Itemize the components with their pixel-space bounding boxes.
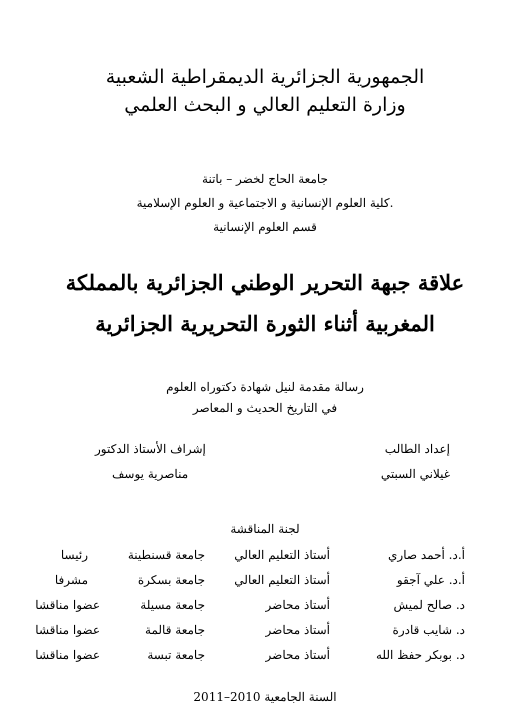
member-name: أ.د. علي آجقو — [396, 573, 465, 587]
member-name: د. شايب قادرة — [392, 623, 465, 637]
member-name: د. صالح لميش — [393, 598, 465, 612]
member-name: د. بوبكر حفظ الله — [375, 648, 465, 662]
member-role: عضوا مناقشا — [35, 598, 100, 612]
member-university: جامعة مسيلة — [140, 598, 205, 612]
student-label: إعداد الطالب — [384, 442, 450, 456]
member-name: أ.د. أحمد صاري — [388, 548, 465, 562]
member-rank: أستاذ التعليم العالي — [234, 573, 330, 587]
supervisor-label: إشراف الأستاذ الدكتور — [95, 442, 206, 456]
member-rank: أستاذ التعليم العالي — [234, 548, 330, 562]
thesis-purpose-line-2: في التاريخ الحديث و المعاصر — [192, 401, 338, 415]
academic-year: السنة الجامعية 2010–2011 — [193, 690, 337, 704]
ministry-name: وزارة التعليم العالي و البحث العلمي — [124, 94, 406, 116]
faculty-name: .كلية العلوم الإنسانية و الاجتماعية و العلوم الإسلامية — [136, 196, 394, 210]
republic-name: الجمهورية الجزائرية الديمقراطية الشعبية — [105, 66, 425, 88]
member-rank: أستاذ محاضر — [265, 623, 330, 637]
member-role: عضوا مناقشا — [35, 648, 100, 662]
member-university: جامعة بسكرة — [137, 573, 205, 587]
thesis-title-line-1: علاقة جبهة التحرير الوطني الجزائرية بالمملكة — [65, 270, 465, 295]
committee-title: لجنة المناقشة — [230, 522, 300, 536]
university-name: جامعة الحاج لخضر – باتنة — [202, 172, 328, 186]
member-rank: أستاذ محاضر — [265, 648, 330, 662]
supervisor-name: مناصرية يوسف — [112, 467, 189, 481]
department-name: قسم العلوم الإنسانية — [213, 220, 317, 234]
member-role: مشرفا — [54, 573, 88, 587]
member-role: رئيسا — [60, 548, 88, 562]
member-university: جامعة قالمة — [145, 623, 205, 637]
thesis-purpose-line-1: رسالة مقدمة لنيل شهادة دكتوراه العلوم — [166, 380, 364, 394]
student-name: غيلاني السبتي — [380, 467, 450, 481]
member-university: جامعة قسنطينة — [127, 548, 205, 562]
thesis-title-line-2: المغربية أثناء الثورة التحريرية الجزائرية — [95, 311, 435, 336]
member-role: عضوا مناقشا — [35, 623, 100, 637]
member-university: جامعة تبسة — [147, 648, 205, 662]
member-rank: أستاذ محاضر — [265, 598, 330, 612]
